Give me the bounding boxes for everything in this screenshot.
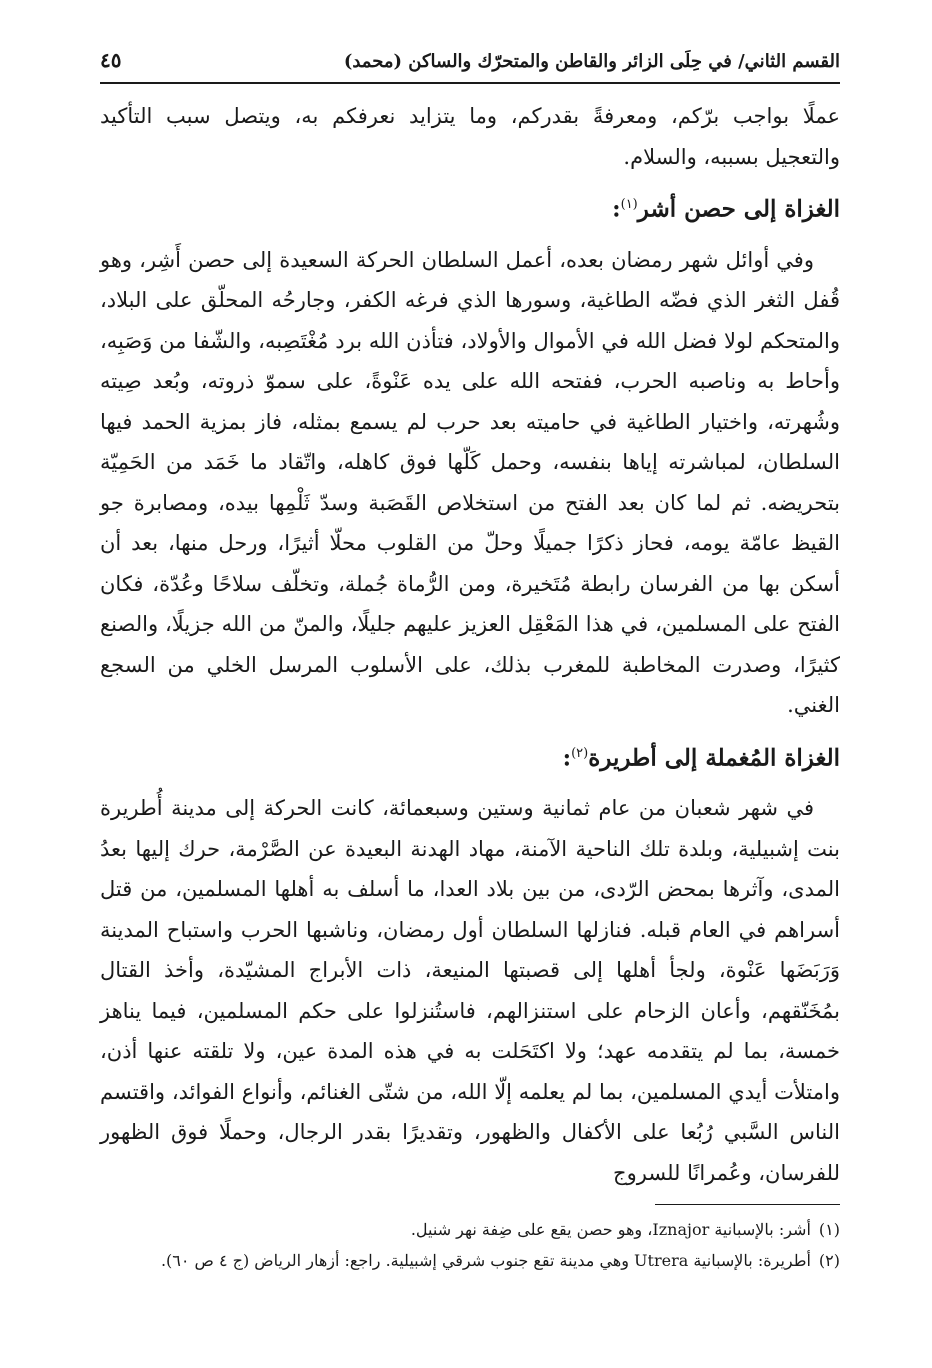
- page: [100, 48, 840, 1193]
- section-heading-1-text: الغزاة إلى حصن أشر: [637, 195, 840, 223]
- section-heading-2-text: الغزاة المُغملة إلى أطريرة: [588, 744, 840, 772]
- running-header: [100, 48, 840, 84]
- footnote-1-number: (١): [818, 1220, 840, 1239]
- footnote-2-text: أطريرة: بالإسبانية Utrera وهي مدينة تقع جنوب شرقي إشبيلية. راجع: أزهار الرياض (ج ٤ ص ٦٠).: [160, 1251, 811, 1270]
- intro-paragraph: عملًا بواجب برّكم، ومعرفةً بقدركم، وما يتزايد نعرفكم به، ويتصل سبب التأكيد والتعجيل بسببه، والسلام.: [100, 104, 840, 169]
- section-paragraph-2: في شهر شعبان من عام ثمانية وستين وسبعمائة، كانت الحركة إلى مدينة أُطريرة بنت إشبيلية، وبلدة تلك الناحية الآمنة، مهاد الهدنة البعيدة عن الصَّرْمة، حرك إليها بعدُ المدى، وآثرها بمحض الرّدى، من بين بلاد العدا، ما أسلف به أهلها المسلمين، من قتل أسراهم في العام قبله. فنازلها السلطان أول رمضان، وناشبها الحرب واستباح المدينة وَرَبَضَها عَنْوة، ولجأ أهلها إلى قصبتها المنيعة، ذات الأبراج المشيّدة، وأخذ القتال بمُخَنّقهم، وأعان الزحام على استنزالهم، فاستُنزلوا على حكم المسلمين، فيما يناهز خمسة، بما لم يتقدمه عهد؛ ولا اكتَحَلت به في هذه المدة عين، ولا تلقته عنها أذن، وامتلأت أيدي المسلمين، بما لم يعلمه إلّا الله، من شتّى الغنائم، وأنواع الفوائد، واقتسم الناس السَّبي رُبُعا على الأكفال والظهور، وتقديرًا بقدر الرجال، وحملًا فوق الظهور للفرسان، وعُمرانًا للسروج: [100, 796, 841, 1185]
- footnote-ref-2: (٢): [571, 745, 589, 761]
- section-heading-2-suffix: :: [562, 744, 572, 772]
- section-heading-1: [100, 183, 840, 232]
- footnote-1: [100, 1214, 840, 1245]
- header-title: القسم الثاني/ في حِلَى الزائر والقاطن والمتحرّك والساكن (محمد): [343, 51, 840, 72]
- footnote-2: [100, 1245, 840, 1276]
- page-number: ٤٥: [100, 48, 122, 72]
- body-text: [100, 96, 840, 1193]
- footnote-1-text: أشر: بالإسبانية Iznajor، وهو حصن يقع على ضِفة نهر شنيل.: [410, 1220, 811, 1239]
- section-heading-2: [100, 732, 840, 781]
- section-heading-1-suffix: :: [612, 195, 621, 223]
- footnotes: [100, 1214, 840, 1276]
- section-paragraph-1: وفي أوائل شهر رمضان بعده، أعمل السلطان الحركة السعيدة إلى حصن أَشِر، وهو قُفل الثغر الذي فضّه الطاغية، وسورها الذي فرغه الكفر، وجارحُه المحلّق على البلاد، والمتحكم لولا فضل الله في الأموال والأولاد، فتأذن الله برد مُغْتَصِبه، والشّفا من وَصَبِه، وأحاط به وناصبه الحرب، ففتحه الله على يده عَنْوةً، على سموّ ذروته، وبُعد صِيته وشُهرته، واختيار الطاغية في حاميته بعد حرب لم يسمع بمثله، فاز بمزية الحمد فيها السلطان، لمباشرته إياها بنفسه، وحمل كَلّها فوق كاهله، واتّقاد ما خَمَد من الحَمِيّة بتحريضه. ثم لما كان بعد الفتح من استخلاص القَصَبة وسدّ ثَلْمِها بيده، ومصابرة جو القيظ عامّة يومه، فحاز ذكرًا جميلًا وحلّ من القلوب محلّا أثيرًا، ورحل منها، بعد أن أسكن بها من الفرسان رابطة مُتَخيرة، ومن الرُّماة جُملة، وتخلّف سلاحًا وعُدّة، فكان الفتح على المسلمين، في هذا المَعْقِل العزيز عليهم جليلًا، والمنّ من الله جزيلًا، والصنع كثيرًا، وصدرت المخاطبة للمغرب بذلك، على الأسلوب المرسل الخلي من السجع الغني.: [100, 247, 840, 718]
- footnote-2-number: (٢): [818, 1251, 840, 1270]
- footnote-divider: [655, 1204, 840, 1205]
- footnote-ref-1: (١): [620, 197, 638, 212]
